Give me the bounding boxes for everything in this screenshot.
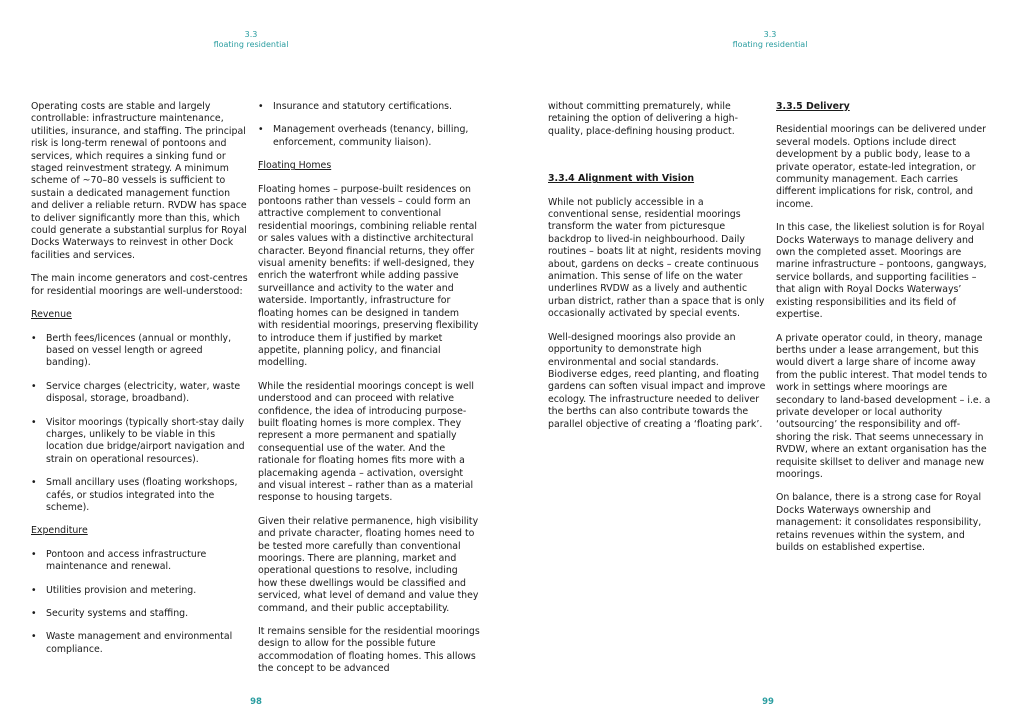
revenue-list bbox=[31, 333, 249, 515]
paragraph: Residential moorings can be delivered under several models. Options include direct development by a public body, lease to a private operator, estate-led integration, or community management. Each carries different implications for risk, control, and income. bbox=[776, 124, 987, 210]
column-4 bbox=[776, 101, 994, 565]
list-item: • Utilities provision and metering. bbox=[31, 585, 249, 597]
page-number-left: 98 bbox=[250, 697, 262, 707]
paragraph: It remains sensible for the residential moorings design to allow for the possible future accommodation of floating homes. This allows the concept to be advanced bbox=[258, 626, 480, 675]
revenue-heading: Revenue bbox=[31, 309, 72, 321]
section-number: 3.3 bbox=[763, 30, 777, 39]
expenditure-heading: Expenditure bbox=[31, 525, 88, 537]
right-page bbox=[512, 0, 1024, 724]
delivery-heading: 3.3.5 Delivery bbox=[776, 101, 850, 112]
left-running-header bbox=[151, 30, 351, 50]
paragraph: Operating costs are stable and largely controllable: infrastructure maintenance, utilities, insurance, and staffing. The principal risk is long-term renewal of pontoons and services, which requires a sinking fund or staged reinvestment strategy. A minimum scheme of ~70–80 vessels is sufficient to sustain a dedicated management function and deliver a reliable return. RVDW has space to deliver significantly more than this, which could generate a substantial surplus for Royal Docks Waterways to reinvest in other Dock facilities and services. bbox=[31, 101, 247, 261]
paragraph: In this case, the likeliest solution is for Royal Docks Waterways to manage delivery and own the completed asset. Moorings are marine infrastructure – pontoons, gangways, service bollards, and supporting facilities – that align with Royal Docks Waterways’ existing responsibilities and its field of expertise. bbox=[776, 222, 987, 321]
paragraph: A private operator could, in theory, manage berths under a lease arrangement, but this would divert a large share of income away from the public interest. That model tends to work in settings where moorings are secondary to land-based development – i.e. a private developer or local authority ‘outsourcing’ the responsibility and off-shoring the risk. That seems unnecessary in RVDW, where an extant organisation has the requisite skillset to deliver and manage new moorings. bbox=[776, 332, 991, 480]
paragraph: Floating homes – purpose-built residences on pontoons rather than vessels – could form an attractive complement to conventional residential moorings, combining reliable rental or sales values with a distinctive architectural character. Beyond financial returns, they offer visual amenity benefits: if well-designed, they enrich the waterfront while adding passive surveillance and activity to the water and waterside. Importantly, infrastructure for floating homes can be designed in tandem with residential moorings, preserving flexibility to introduce them if justified by market appetite, planning policy, and financial modelling. bbox=[258, 183, 479, 369]
expenditure-list-continued bbox=[258, 101, 480, 149]
floating-homes-heading: Floating Homes bbox=[258, 160, 332, 172]
right-running-header bbox=[670, 30, 870, 50]
section-title: floating residential bbox=[732, 40, 808, 49]
paragraph: While the residential moorings concept is well understood and can proceed with relative confidence, the idea of introducing purpose-built floating homes is more complex. They represent a more permanent and spatially consequential use of the water. And the rationale for floating homes fits more with a placemaking agenda – activation, oversight and visual interest – rather than as a material response to housing targets. bbox=[258, 380, 475, 504]
paragraph: Well-designed moorings also provide an opportunity to demonstrate high environmental and social standards. Biodiverse edges, reed planting, and floating gardens can soften visual impact and improve ecology. The infrastructure needed to deliver the berths can also contribute towards the parallel objective of creating a ‘floating park’. bbox=[548, 331, 766, 430]
paragraph: While not publicly accessible in a conventional sense, residential moorings transform the water from picturesque backdrop to lived-in neighbourhood. Daily routines – boats lit at night, residents moving about, gardens on decks – create continuous animation. This sense of life on the water underlines RVDW as a lively and authentic urban district, rather than a space that is only occasionally activated by special events. bbox=[548, 196, 765, 320]
page-number-right: 99 bbox=[762, 697, 774, 707]
paragraph: The main income generators and cost-centres for residential moorings are well-understood: bbox=[31, 273, 248, 297]
section-number: 3.3 bbox=[244, 30, 258, 39]
section-title: floating residential bbox=[213, 40, 289, 49]
paragraph: On balance, there is a strong case for Royal Docks Waterways ownership and management: it consolidates responsibility, retains revenues within the system, and builds on established expertise. bbox=[776, 492, 982, 553]
paragraph: without committing prematurely, while retaining the option of delivering a high-quality, place-defining housing product. bbox=[548, 101, 738, 137]
list-item: • Insurance and statutory certifications. bbox=[258, 101, 480, 113]
paragraph: Given their relative permanence, high visibility and private character, floating homes need to be tested more carefully than conventional moorings. There are planning, market and operational questions to resolve, including how these dwellings would be classified and serviced, what level of demand and value they command, and their public acceptability. bbox=[258, 515, 479, 614]
alignment-heading: 3.3.4 Alignment with Vision bbox=[548, 173, 695, 185]
list-item: • Pontoon and access infrastructure maintenance and renewal. bbox=[31, 549, 249, 574]
expenditure-list bbox=[31, 549, 249, 656]
list-item: • Management overheads (tenancy, billing, enforcement, community liaison). bbox=[258, 124, 480, 149]
list-item: • Small ancillary uses (floating workshops, cafés, or studios integrated into the scheme). bbox=[31, 477, 249, 514]
column-1 bbox=[31, 101, 249, 667]
column-2 bbox=[258, 101, 480, 687]
list-item: • Berth fees/licences (annual or monthly, based on vessel length or agreed banding). bbox=[31, 333, 249, 370]
list-item: • Visitor moorings (typically short-stay daily charges, unlikely to be viable in this location due bridge/airport navigation and strain on operational resources). bbox=[31, 417, 249, 467]
column-3 bbox=[548, 101, 766, 442]
list-item: • Security systems and staffing. bbox=[31, 608, 249, 620]
list-item: • Service charges (electricity, water, waste disposal, storage, broadband). bbox=[31, 381, 249, 406]
list-item: • Waste management and environmental compliance. bbox=[31, 631, 249, 656]
